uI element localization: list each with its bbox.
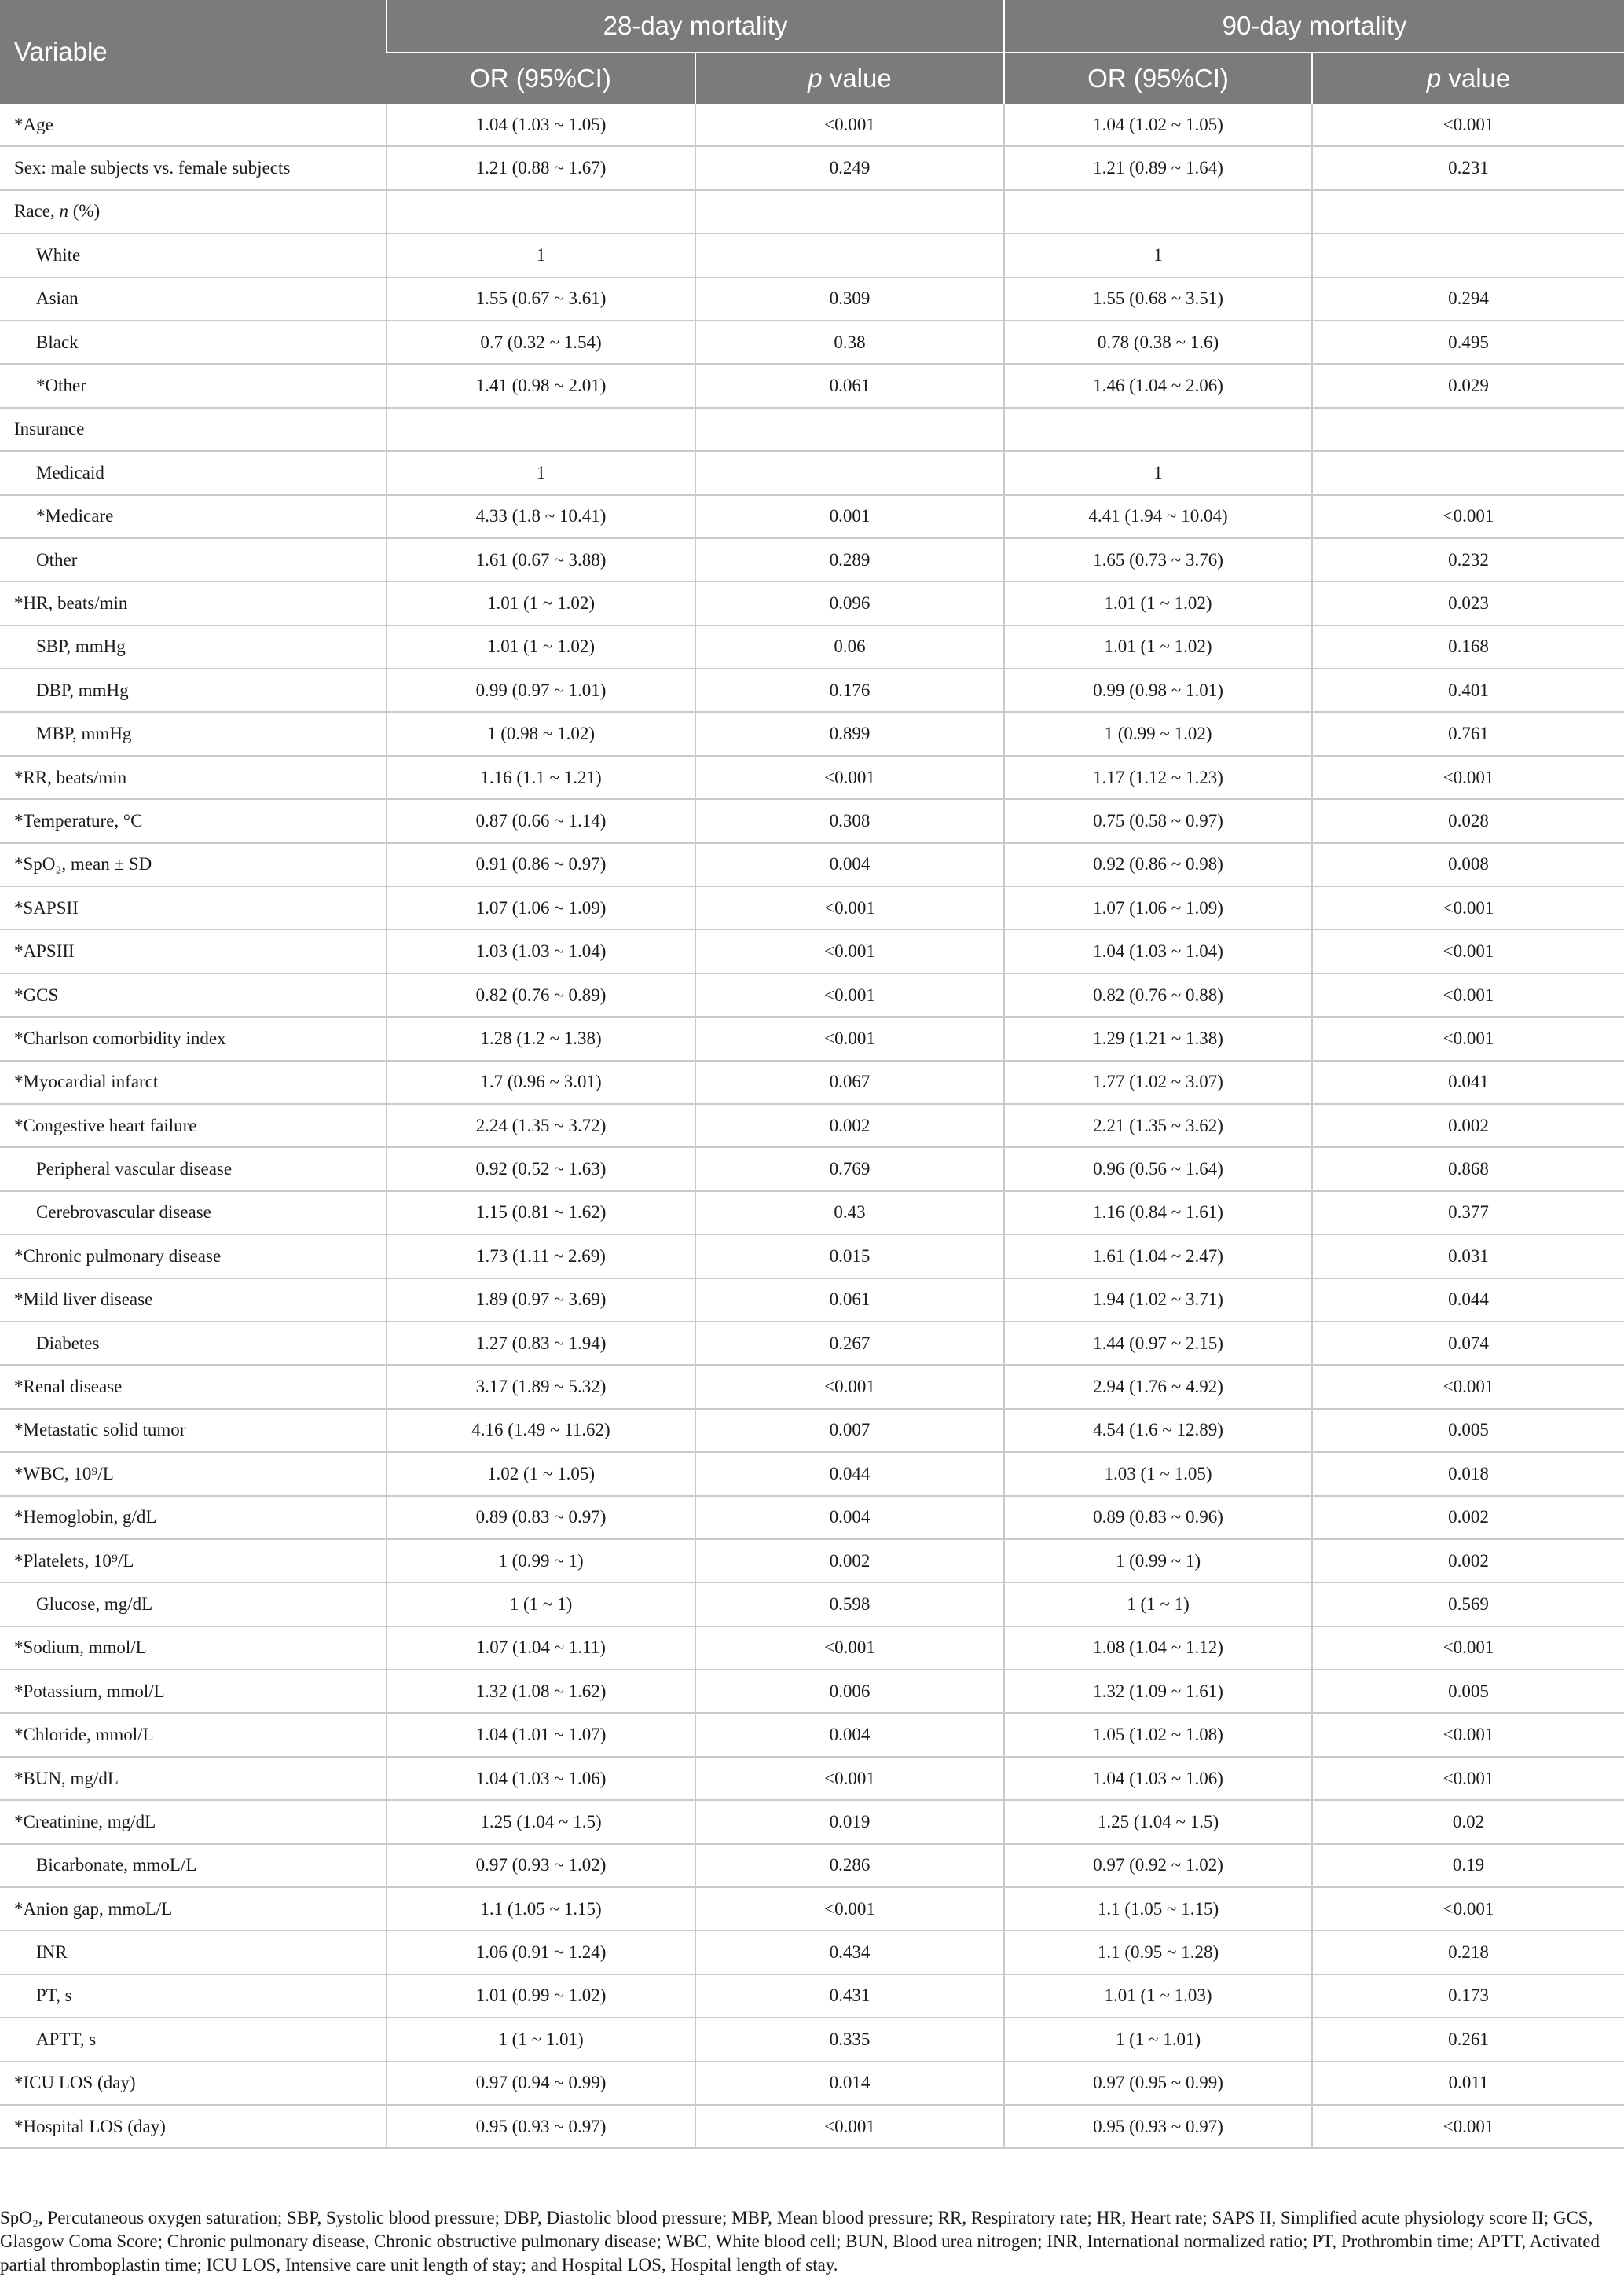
or-90-day-cell: 1 bbox=[1004, 451, 1312, 494]
or-28-day-cell: 0.7 (0.32 ~ 1.54) bbox=[387, 321, 695, 364]
p-value-28-day-cell: 0.004 bbox=[695, 843, 1004, 886]
table-row bbox=[0, 1365, 1624, 1408]
or-90-day-cell: 0.95 (0.93 ~ 0.97) bbox=[1004, 2105, 1312, 2148]
table-row bbox=[0, 146, 1624, 189]
variable-cell: *Myocardial infarct bbox=[0, 1061, 387, 1104]
p-value-90-day-cell: 0.495 bbox=[1312, 321, 1624, 364]
or-28-day-cell: 1.04 (1.03 ~ 1.06) bbox=[387, 1757, 695, 1800]
or-28-day-cell: 1.04 (1.03 ~ 1.05) bbox=[387, 104, 695, 146]
variable-cell: *Hospital LOS (day) bbox=[0, 2105, 387, 2148]
variable-cell: *Medicare bbox=[0, 495, 387, 538]
variable-cell: *Chloride, mmol/L bbox=[0, 1713, 387, 1756]
or-28-day-cell: 4.16 (1.49 ~ 11.62) bbox=[387, 1409, 695, 1452]
p-value-90-day-cell: 0.008 bbox=[1312, 843, 1624, 886]
table-row bbox=[0, 233, 1624, 277]
p-value-90-day-cell: <0.001 bbox=[1312, 930, 1624, 973]
or-90-day-cell: 1 (1 ~ 1.01) bbox=[1004, 2018, 1312, 2061]
p-value-90-day-cell: <0.001 bbox=[1312, 2105, 1624, 2148]
p-value-28-day-cell: 0.002 bbox=[695, 1104, 1004, 1147]
or-90-day-cell: 1.04 (1.02 ~ 1.05) bbox=[1004, 104, 1312, 146]
table-row bbox=[0, 1670, 1624, 1713]
variable-cell: *Creatinine, mg/dL bbox=[0, 1800, 387, 1843]
or-28-day-cell: 0.95 (0.93 ~ 0.97) bbox=[387, 2105, 695, 2148]
table-row bbox=[0, 277, 1624, 321]
or-90-day-cell: 1.25 (1.04 ~ 1.5) bbox=[1004, 1800, 1312, 1843]
p-value-28-day-cell: 0.015 bbox=[695, 1234, 1004, 1278]
p-value-28-day-cell: 0.899 bbox=[695, 712, 1004, 755]
table-row bbox=[0, 1582, 1624, 1626]
or-header-28-day: OR (95%CI) bbox=[387, 53, 695, 104]
p-value-90-day-cell: 0.005 bbox=[1312, 1409, 1624, 1452]
variable-cell: *Chronic pulmonary disease bbox=[0, 1234, 387, 1278]
p-value-28-day-cell: <0.001 bbox=[695, 974, 1004, 1017]
group-header-90-day: 90-day mortality bbox=[1004, 0, 1624, 53]
or-28-day-cell bbox=[387, 190, 695, 233]
table-row bbox=[0, 190, 1624, 233]
or-90-day-cell: 1 (1 ~ 1) bbox=[1004, 1582, 1312, 1626]
or-28-day-cell: 0.87 (0.66 ~ 1.14) bbox=[387, 799, 695, 842]
p-value-90-day-cell: <0.001 bbox=[1312, 495, 1624, 538]
or-90-day-cell: 1.1 (1.05 ~ 1.15) bbox=[1004, 1887, 1312, 1930]
or-90-day-cell: 1.01 (1 ~ 1.02) bbox=[1004, 581, 1312, 625]
p-value-28-day-cell: 0.176 bbox=[695, 669, 1004, 712]
or-90-day-cell: 1 (0.99 ~ 1.02) bbox=[1004, 712, 1312, 755]
table-row bbox=[0, 2062, 1624, 2105]
or-header-90-day: OR (95%CI) bbox=[1004, 53, 1312, 104]
variable-cell: *APSIII bbox=[0, 930, 387, 973]
footnote: SpO₂, Percutaneous oxygen saturation; SBP, Systolic blood pressure; DBP, Diastolic blood pressure; MBP, Mean blood pressure; RR, Respiratory rate; HR, Heart rate; SAPS II, Simplified acute physiology score II; GCS, Glasgow Coma Score; Chronic pulmonary disease, Chronic obstructive pulmonary disease; WBC, White blood cell; BUN, Blood urea nitrogen; INR, International normalized ratio; PT, Prothrombin time; APTT, Activated partial thromboplastin time; ICU LOS, Intensive care unit length of stay; and Hospital LOS, Hospital length of stay. bbox=[0, 2208, 1600, 2275]
p-value-90-day-cell: 0.02 bbox=[1312, 1800, 1624, 1843]
table-row bbox=[0, 364, 1624, 407]
p-value-90-day-cell: <0.001 bbox=[1312, 1713, 1624, 1756]
p-value-28-day-cell: 0.004 bbox=[695, 1496, 1004, 1539]
p-value-28-day-cell: 0.019 bbox=[695, 1800, 1004, 1843]
table-row bbox=[0, 756, 1624, 799]
p-value-28-day-cell: 0.061 bbox=[695, 364, 1004, 407]
variable-cell: *ICU LOS (day) bbox=[0, 2062, 387, 2105]
p-value-28-day-cell: 0.43 bbox=[695, 1191, 1004, 1234]
or-28-day-cell: 1.32 (1.08 ~ 1.62) bbox=[387, 1670, 695, 1713]
or-28-day-cell: 1.01 (1 ~ 1.02) bbox=[387, 581, 695, 625]
p-value-28-day-cell: 0.096 bbox=[695, 581, 1004, 625]
or-28-day-cell: 1 (1 ~ 1) bbox=[387, 1582, 695, 1626]
or-90-day-cell: 1.16 (0.84 ~ 1.61) bbox=[1004, 1191, 1312, 1234]
p-value-90-day-cell: 0.028 bbox=[1312, 799, 1624, 842]
table-row bbox=[0, 1757, 1624, 1800]
or-90-day-cell: 0.92 (0.86 ~ 0.98) bbox=[1004, 843, 1312, 886]
or-90-day-cell: 2.21 (1.35 ~ 3.62) bbox=[1004, 1104, 1312, 1147]
or-28-day-cell: 1.01 (0.99 ~ 1.02) bbox=[387, 1974, 695, 2018]
table-row bbox=[0, 1278, 1624, 1322]
variable-cell: MBP, mmHg bbox=[0, 712, 387, 755]
table-body bbox=[0, 104, 1624, 2148]
or-90-day-cell: 4.54 (1.6 ~ 12.89) bbox=[1004, 1409, 1312, 1452]
p-value-28-day-cell: 0.044 bbox=[695, 1452, 1004, 1495]
or-28-day-cell: 1.89 (0.97 ~ 3.69) bbox=[387, 1278, 695, 1322]
p-value-90-day-cell: <0.001 bbox=[1312, 1365, 1624, 1408]
or-28-day-cell: 1.7 (0.96 ~ 3.01) bbox=[387, 1061, 695, 1104]
p-value-28-day-cell: 0.434 bbox=[695, 1930, 1004, 1974]
or-90-day-cell: 1.17 (1.12 ~ 1.23) bbox=[1004, 756, 1312, 799]
table-row bbox=[0, 1322, 1624, 1365]
table-row bbox=[0, 1234, 1624, 1278]
or-90-day-cell: 0.75 (0.58 ~ 0.97) bbox=[1004, 799, 1312, 842]
p-value-28-day-cell: 0.289 bbox=[695, 538, 1004, 581]
variable-cell: Peripheral vascular disease bbox=[0, 1147, 387, 1190]
or-90-day-cell: 4.41 (1.94 ~ 10.04) bbox=[1004, 495, 1312, 538]
p-value-90-day-cell bbox=[1312, 451, 1624, 494]
p-value-28-day-cell: 0.38 bbox=[695, 321, 1004, 364]
table-header bbox=[0, 0, 1624, 104]
p-value-28-day-cell: 0.431 bbox=[695, 1974, 1004, 2018]
p-value-90-day-cell: 0.005 bbox=[1312, 1670, 1624, 1713]
or-90-day-cell: 1.1 (0.95 ~ 1.28) bbox=[1004, 1930, 1312, 1974]
table-row bbox=[0, 2105, 1624, 2148]
or-90-day-cell: 1.01 (1 ~ 1.03) bbox=[1004, 1974, 1312, 2018]
p-value-90-day-cell: <0.001 bbox=[1312, 104, 1624, 146]
or-90-day-cell: 1.05 (1.02 ~ 1.08) bbox=[1004, 1713, 1312, 1756]
table-row bbox=[0, 538, 1624, 581]
p-value-28-day-cell: 0.267 bbox=[695, 1322, 1004, 1365]
variable-cell: Glucose, mg/dL bbox=[0, 1582, 387, 1626]
or-90-day-cell: 0.97 (0.95 ~ 0.99) bbox=[1004, 2062, 1312, 2105]
table-row bbox=[0, 1713, 1624, 1756]
variable-cell: *Temperature, °C bbox=[0, 799, 387, 842]
p-value-28-day-cell: 0.769 bbox=[695, 1147, 1004, 1190]
or-28-day-cell: 4.33 (1.8 ~ 10.41) bbox=[387, 495, 695, 538]
or-28-day-cell: 1.04 (1.01 ~ 1.07) bbox=[387, 1713, 695, 1756]
or-28-day-cell: 1.61 (0.67 ~ 3.88) bbox=[387, 538, 695, 581]
or-90-day-cell: 1.44 (0.97 ~ 2.15) bbox=[1004, 1322, 1312, 1365]
or-90-day-cell: 0.97 (0.92 ~ 1.02) bbox=[1004, 1844, 1312, 1887]
or-90-day-cell: 1.94 (1.02 ~ 3.71) bbox=[1004, 1278, 1312, 1322]
or-90-day-cell: 0.99 (0.98 ~ 1.01) bbox=[1004, 669, 1312, 712]
variable-cell: *Age bbox=[0, 104, 387, 146]
p-value-28-day-cell: 0.007 bbox=[695, 1409, 1004, 1452]
table-row bbox=[0, 1844, 1624, 1887]
variable-cell: *BUN, mg/dL bbox=[0, 1757, 387, 1800]
variable-cell: *Renal disease bbox=[0, 1365, 387, 1408]
p-value-90-day-cell: 0.294 bbox=[1312, 277, 1624, 321]
or-28-day-cell: 1.73 (1.11 ~ 2.69) bbox=[387, 1234, 695, 1278]
or-28-day-cell: 1.55 (0.67 ~ 3.61) bbox=[387, 277, 695, 321]
p-value-28-day-cell: 0.014 bbox=[695, 2062, 1004, 2105]
or-28-day-cell: 1.21 (0.88 ~ 1.67) bbox=[387, 146, 695, 189]
p-value-28-day-cell bbox=[695, 233, 1004, 277]
p-value-90-day-cell: <0.001 bbox=[1312, 1757, 1624, 1800]
p-value-28-day-cell: <0.001 bbox=[695, 104, 1004, 146]
p-value-28-day-cell: <0.001 bbox=[695, 930, 1004, 973]
or-28-day-cell: 0.92 (0.52 ~ 1.63) bbox=[387, 1147, 695, 1190]
or-28-day-cell: 1 (0.98 ~ 1.02) bbox=[387, 712, 695, 755]
variable-cell: Sex: male subjects vs. female subjects bbox=[0, 146, 387, 189]
table-row bbox=[0, 886, 1624, 930]
or-90-day-cell: 1.04 (1.03 ~ 1.04) bbox=[1004, 930, 1312, 973]
p-value-28-day-cell: <0.001 bbox=[695, 1017, 1004, 1060]
p-value-28-day-cell: 0.06 bbox=[695, 625, 1004, 669]
variable-cell: *Anion gap, mmoL/L bbox=[0, 1887, 387, 1930]
variable-cell: Asian bbox=[0, 277, 387, 321]
or-28-day-cell: 0.97 (0.93 ~ 1.02) bbox=[387, 1844, 695, 1887]
p-value-90-day-cell: 0.023 bbox=[1312, 581, 1624, 625]
table-row bbox=[0, 581, 1624, 625]
or-90-day-cell: 2.94 (1.76 ~ 4.92) bbox=[1004, 1365, 1312, 1408]
p-value-90-day-cell: 0.002 bbox=[1312, 1104, 1624, 1147]
variable-cell: Diabetes bbox=[0, 1322, 387, 1365]
table-row bbox=[0, 799, 1624, 842]
or-90-day-cell: 1.01 (1 ~ 1.02) bbox=[1004, 625, 1312, 669]
or-90-day-cell: 1.08 (1.04 ~ 1.12) bbox=[1004, 1626, 1312, 1670]
or-28-day-cell: 3.17 (1.89 ~ 5.32) bbox=[387, 1365, 695, 1408]
variable-cell: Bicarbonate, mmoL/L bbox=[0, 1844, 387, 1887]
p-value-90-day-cell: <0.001 bbox=[1312, 1017, 1624, 1060]
table-row bbox=[0, 1887, 1624, 1930]
table-row bbox=[0, 843, 1624, 886]
or-90-day-cell: 1.32 (1.09 ~ 1.61) bbox=[1004, 1670, 1312, 1713]
table-row bbox=[0, 104, 1624, 146]
or-28-day-cell: 0.91 (0.86 ~ 0.97) bbox=[387, 843, 695, 886]
or-90-day-cell bbox=[1004, 408, 1312, 451]
p-value-90-day-cell: 0.002 bbox=[1312, 1496, 1624, 1539]
variable-cell: *RR, beats/min bbox=[0, 756, 387, 799]
table-row bbox=[0, 1539, 1624, 1582]
table-row bbox=[0, 1147, 1624, 1190]
table-row bbox=[0, 1061, 1624, 1104]
p-value-28-day-cell: <0.001 bbox=[695, 2105, 1004, 2148]
p-value-28-day-cell: <0.001 bbox=[695, 886, 1004, 930]
variable-cell: Insurance bbox=[0, 408, 387, 451]
or-28-day-cell bbox=[387, 408, 695, 451]
variable-cell: Medicaid bbox=[0, 451, 387, 494]
or-90-day-cell: 1.04 (1.03 ~ 1.06) bbox=[1004, 1757, 1312, 1800]
or-28-day-cell: 1.1 (1.05 ~ 1.15) bbox=[387, 1887, 695, 1930]
or-28-day-cell: 0.89 (0.83 ~ 0.97) bbox=[387, 1496, 695, 1539]
p-value-28-day-cell: <0.001 bbox=[695, 1365, 1004, 1408]
table-row bbox=[0, 1017, 1624, 1060]
or-28-day-cell: 1.15 (0.81 ~ 1.62) bbox=[387, 1191, 695, 1234]
or-90-day-cell: 0.82 (0.76 ~ 0.88) bbox=[1004, 974, 1312, 1017]
or-90-day-cell: 1.03 (1 ~ 1.05) bbox=[1004, 1452, 1312, 1495]
p-value-28-day-cell: <0.001 bbox=[695, 1757, 1004, 1800]
or-28-day-cell: 0.82 (0.76 ~ 0.89) bbox=[387, 974, 695, 1017]
table-row bbox=[0, 2018, 1624, 2061]
p-value-90-day-cell: 0.074 bbox=[1312, 1322, 1624, 1365]
p-value-90-day-cell: 0.569 bbox=[1312, 1582, 1624, 1626]
or-28-day-cell: 0.97 (0.94 ~ 0.99) bbox=[387, 2062, 695, 2105]
table-row bbox=[0, 974, 1624, 1017]
variable-cell: *Potassium, mmol/L bbox=[0, 1670, 387, 1713]
p-value-90-day-cell: 0.761 bbox=[1312, 712, 1624, 755]
variable-cell: *Sodium, mmol/L bbox=[0, 1626, 387, 1670]
or-28-day-cell: 1.01 (1 ~ 1.02) bbox=[387, 625, 695, 669]
variable-cell: Race, n (%) bbox=[0, 190, 387, 233]
p-value-90-day-cell: 0.041 bbox=[1312, 1061, 1624, 1104]
table-row bbox=[0, 625, 1624, 669]
variable-cell: *Congestive heart failure bbox=[0, 1104, 387, 1147]
or-90-day-cell bbox=[1004, 190, 1312, 233]
p-value-28-day-cell: <0.001 bbox=[695, 1887, 1004, 1930]
p-value-90-day-cell: <0.001 bbox=[1312, 886, 1624, 930]
p-value-90-day-cell: 0.011 bbox=[1312, 2062, 1624, 2105]
p-value-90-day-cell bbox=[1312, 190, 1624, 233]
variable-cell: White bbox=[0, 233, 387, 277]
p-value-28-day-cell: 0.335 bbox=[695, 2018, 1004, 2061]
p-value-header-28-day: p value bbox=[695, 53, 1004, 104]
or-90-day-cell: 0.78 (0.38 ~ 1.6) bbox=[1004, 321, 1312, 364]
variable-cell: INR bbox=[0, 1930, 387, 1974]
variable-cell: APTT, s bbox=[0, 2018, 387, 2061]
table-row bbox=[0, 930, 1624, 973]
or-28-day-cell: 1.28 (1.2 ~ 1.38) bbox=[387, 1017, 695, 1060]
p-value-90-day-cell: 0.261 bbox=[1312, 2018, 1624, 2061]
p-value-28-day-cell: <0.001 bbox=[695, 1626, 1004, 1670]
p-value-28-day-cell: 0.067 bbox=[695, 1061, 1004, 1104]
or-90-day-cell: 1.77 (1.02 ~ 3.07) bbox=[1004, 1061, 1312, 1104]
or-28-day-cell: 2.24 (1.35 ~ 3.72) bbox=[387, 1104, 695, 1147]
table-row bbox=[0, 1191, 1624, 1234]
or-90-day-cell: 0.89 (0.83 ~ 0.96) bbox=[1004, 1496, 1312, 1539]
or-90-day-cell: 1.21 (0.89 ~ 1.64) bbox=[1004, 146, 1312, 189]
p-value-90-day-cell: 0.018 bbox=[1312, 1452, 1624, 1495]
table-row bbox=[0, 1104, 1624, 1147]
p-value-90-day-cell: 0.401 bbox=[1312, 669, 1624, 712]
or-28-day-cell: 1.07 (1.06 ~ 1.09) bbox=[387, 886, 695, 930]
table-row bbox=[0, 1974, 1624, 2018]
table-row bbox=[0, 451, 1624, 494]
p-value-90-day-cell: 0.168 bbox=[1312, 625, 1624, 669]
p-value-28-day-cell bbox=[695, 408, 1004, 451]
p-value-90-day-cell: 0.002 bbox=[1312, 1539, 1624, 1582]
variable-cell: PT, s bbox=[0, 1974, 387, 2018]
table-row bbox=[0, 1452, 1624, 1495]
or-90-day-cell: 1 (0.99 ~ 1) bbox=[1004, 1539, 1312, 1582]
variable-cell: *Charlson comorbidity index bbox=[0, 1017, 387, 1060]
group-header-28-day: 28-day mortality bbox=[387, 0, 1004, 53]
or-90-day-cell: 1.07 (1.06 ~ 1.09) bbox=[1004, 886, 1312, 930]
variable-cell: Cerebrovascular disease bbox=[0, 1191, 387, 1234]
variable-cell: *Mild liver disease bbox=[0, 1278, 387, 1322]
p-value-90-day-cell: 0.231 bbox=[1312, 146, 1624, 189]
variable-cell: *SAPSII bbox=[0, 886, 387, 930]
or-28-day-cell: 1 bbox=[387, 451, 695, 494]
or-28-day-cell: 1 (0.99 ~ 1) bbox=[387, 1539, 695, 1582]
p-value-90-day-cell: <0.001 bbox=[1312, 756, 1624, 799]
variable-cell: *Other bbox=[0, 364, 387, 407]
p-value-28-day-cell: 0.001 bbox=[695, 495, 1004, 538]
table-row bbox=[0, 712, 1624, 755]
variable-cell: *Platelets, 10⁹/L bbox=[0, 1539, 387, 1582]
p-value-28-day-cell: 0.308 bbox=[695, 799, 1004, 842]
table-row bbox=[0, 1496, 1624, 1539]
p-value-header-90-day: p value bbox=[1312, 53, 1624, 104]
or-28-day-cell: 1.07 (1.04 ~ 1.11) bbox=[387, 1626, 695, 1670]
p-value-90-day-cell bbox=[1312, 408, 1624, 451]
or-28-day-cell: 1.02 (1 ~ 1.05) bbox=[387, 1452, 695, 1495]
table-row bbox=[0, 408, 1624, 451]
p-value-90-day-cell: <0.001 bbox=[1312, 1887, 1624, 1930]
or-28-day-cell: 1.16 (1.1 ~ 1.21) bbox=[387, 756, 695, 799]
p-value-90-day-cell: <0.001 bbox=[1312, 974, 1624, 1017]
variable-cell: *Metastatic solid tumor bbox=[0, 1409, 387, 1452]
or-28-day-cell: 1.03 (1.03 ~ 1.04) bbox=[387, 930, 695, 973]
table-row bbox=[0, 669, 1624, 712]
p-value-28-day-cell: 0.004 bbox=[695, 1713, 1004, 1756]
p-value-90-day-cell: 0.173 bbox=[1312, 1974, 1624, 2018]
variable-header: Variable bbox=[0, 0, 387, 104]
p-value-90-day-cell: <0.001 bbox=[1312, 1626, 1624, 1670]
variable-cell: Black bbox=[0, 321, 387, 364]
variable-cell: *Hemoglobin, g/dL bbox=[0, 1496, 387, 1539]
p-value-90-day-cell: 0.868 bbox=[1312, 1147, 1624, 1190]
p-value-28-day-cell: 0.309 bbox=[695, 277, 1004, 321]
p-value-90-day-cell: 0.19 bbox=[1312, 1844, 1624, 1887]
variable-cell: SBP, mmHg bbox=[0, 625, 387, 669]
p-value-90-day-cell: 0.218 bbox=[1312, 1930, 1624, 1974]
p-value-90-day-cell: 0.377 bbox=[1312, 1191, 1624, 1234]
or-90-day-cell: 0.96 (0.56 ~ 1.64) bbox=[1004, 1147, 1312, 1190]
or-28-day-cell: 1.06 (0.91 ~ 1.24) bbox=[387, 1930, 695, 1974]
table-row bbox=[0, 1930, 1624, 1974]
p-value-28-day-cell: <0.001 bbox=[695, 756, 1004, 799]
table-row bbox=[0, 321, 1624, 364]
or-28-day-cell: 1.25 (1.04 ~ 1.5) bbox=[387, 1800, 695, 1843]
p-value-28-day-cell: 0.286 bbox=[695, 1844, 1004, 1887]
variable-cell: *WBC, 10⁹/L bbox=[0, 1452, 387, 1495]
table-row bbox=[0, 1626, 1624, 1670]
variable-cell: *HR, beats/min bbox=[0, 581, 387, 625]
p-value-28-day-cell bbox=[695, 451, 1004, 494]
p-value-90-day-cell bbox=[1312, 233, 1624, 277]
p-value-90-day-cell: 0.044 bbox=[1312, 1278, 1624, 1322]
p-value-90-day-cell: 0.031 bbox=[1312, 1234, 1624, 1278]
variable-cell: Other bbox=[0, 538, 387, 581]
or-28-day-cell: 1.27 (0.83 ~ 1.94) bbox=[387, 1322, 695, 1365]
p-value-90-day-cell: 0.232 bbox=[1312, 538, 1624, 581]
or-90-day-cell: 1.61 (1.04 ~ 2.47) bbox=[1004, 1234, 1312, 1278]
p-value-90-day-cell: 0.029 bbox=[1312, 364, 1624, 407]
or-28-day-cell: 1 bbox=[387, 233, 695, 277]
table-row bbox=[0, 1800, 1624, 1843]
or-28-day-cell: 1 (1 ~ 1.01) bbox=[387, 2018, 695, 2061]
or-90-day-cell: 1.46 (1.04 ~ 2.06) bbox=[1004, 364, 1312, 407]
p-value-28-day-cell: 0.249 bbox=[695, 146, 1004, 189]
p-value-28-day-cell: 0.002 bbox=[695, 1539, 1004, 1582]
or-90-day-cell: 1.29 (1.21 ~ 1.38) bbox=[1004, 1017, 1312, 1060]
variable-cell: DBP, mmHg bbox=[0, 669, 387, 712]
or-90-day-cell: 1.55 (0.68 ~ 3.51) bbox=[1004, 277, 1312, 321]
p-value-28-day-cell bbox=[695, 190, 1004, 233]
table-row bbox=[0, 495, 1624, 538]
table-row bbox=[0, 1409, 1624, 1452]
or-28-day-cell: 1.41 (0.98 ~ 2.01) bbox=[387, 364, 695, 407]
p-value-28-day-cell: 0.061 bbox=[695, 1278, 1004, 1322]
or-28-day-cell: 0.99 (0.97 ~ 1.01) bbox=[387, 669, 695, 712]
or-90-day-cell: 1 bbox=[1004, 233, 1312, 277]
p-value-28-day-cell: 0.006 bbox=[695, 1670, 1004, 1713]
or-90-day-cell: 1.65 (0.73 ~ 3.76) bbox=[1004, 538, 1312, 581]
variable-cell: *SpO₂, mean ± SD bbox=[0, 843, 387, 886]
p-value-28-day-cell: 0.598 bbox=[695, 1582, 1004, 1626]
variable-cell: *GCS bbox=[0, 974, 387, 1017]
